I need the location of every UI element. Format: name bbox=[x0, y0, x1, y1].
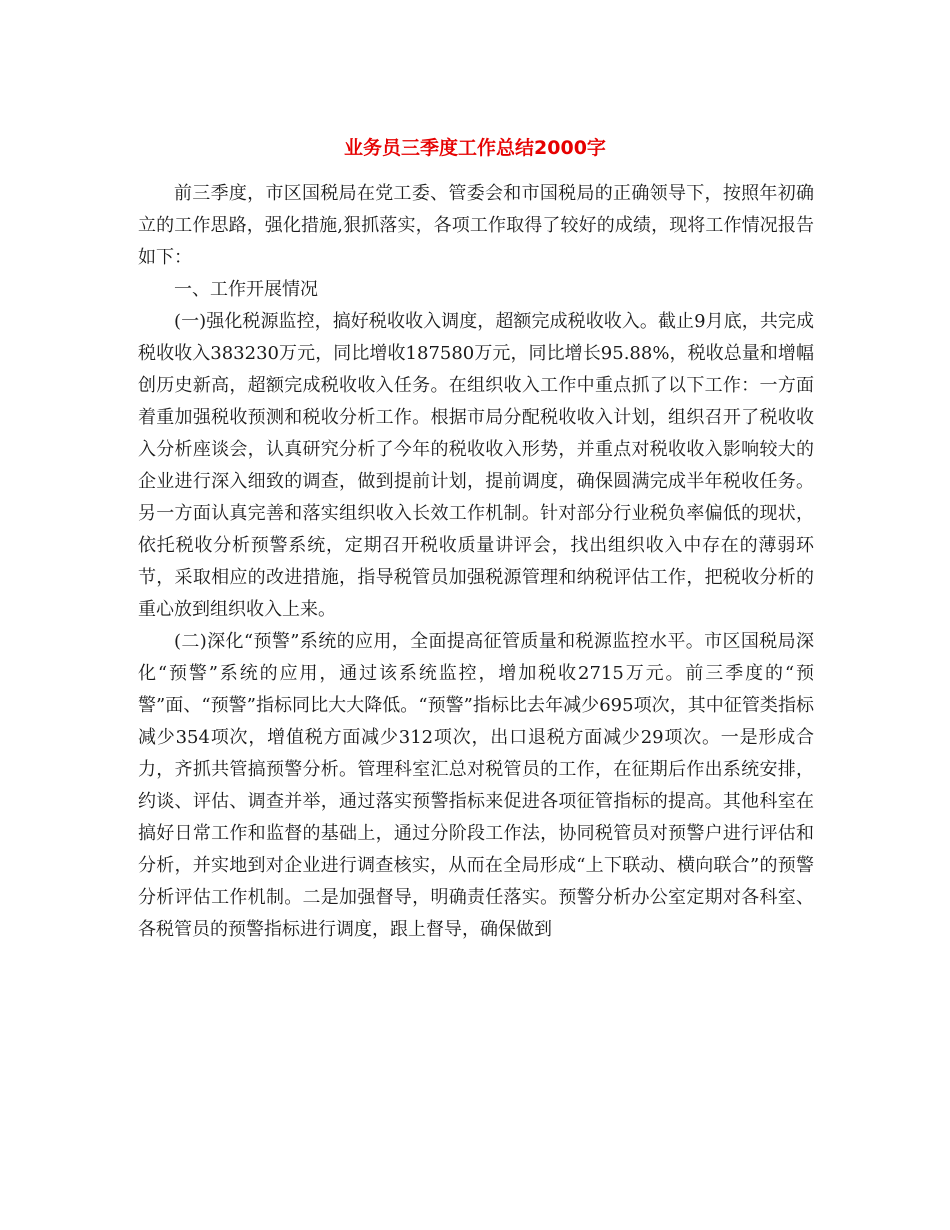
intro-paragraph: 前三季度，市区国税局在党工委、管委会和市国税局的正确领导下，按照年初确立的工作思路，强化措施,狠抓落实，各项工作取得了较好的成绩，现将工作情况报告如下： bbox=[138, 183, 814, 268]
document-title: 业务员三季度工作总结2000字 bbox=[344, 137, 606, 159]
body-paragraph-warning-system: (二)深化“预警”系统的应用，全面提高征管质量和税源监控水平。市区国税局深化“预警”系统的应用，通过该系统监控，增加税收2715万元。前三季度的“预警”面、“预警”指标同比大大降低。“预警”指标比去年减少695项次，其中征管类指标减少354项次，增值税方面减少312项次，出口退税方面减少29项次。一是形成合力，齐抓共管搞预警分析。管理科室汇总对税管员的工作，在征期后作出系统安排，约谈、评估、调查并举，通过落实预警指标来促进各项征管指标的提高。其他科室在搞好日常工作和监督的基础上，通过分阶段工作法，协同税管员对预警户进行评估和分析，并实地到对企业进行调查核实，从而在全局形成“上下联动、横向联合”的预警分析评估工作机制。二是加强督导，明确责任落实。预警分析办公室定期对各科室、各税管员的预警指标进行调度，跟上督导，确保做到 bbox=[138, 631, 814, 940]
document-body bbox=[138, 178, 814, 946]
section-heading: 一、工作开展情况 bbox=[174, 279, 318, 300]
body-paragraph-revenue: (一)强化税源监控，搞好税收收入调度，超额完成税收收入。截止9月底，共完成税收收入383230万元，同比增收187580万元，同比增长95.88%，税收总量和增幅创历史新高，超额完成税收收入任务。在组织收入工作中重点抓了以下工作：一方面着重加强税收预测和税收分析工作。根据市局分配税收收入计划，组织召开了税收收入分析座谈会，认真研究分析了今年的税收收入形势，并重点对税收收入影响较大的企业进行深入细致的调查，做到提前计划，提前调度，确保圆满完成半年税收任务。另一方面认真完善和落实组织收入长效工作机制。针对部分行业税负率偏低的现状，依托税收分析预警系统，定期召开税收质量讲评会，找出组织收入中存在的薄弱环节，采取相应的改进措施，指导税管员加强税源管理和纳税评估工作，把税收分析的重心放到组织收入上来。 bbox=[138, 311, 814, 620]
